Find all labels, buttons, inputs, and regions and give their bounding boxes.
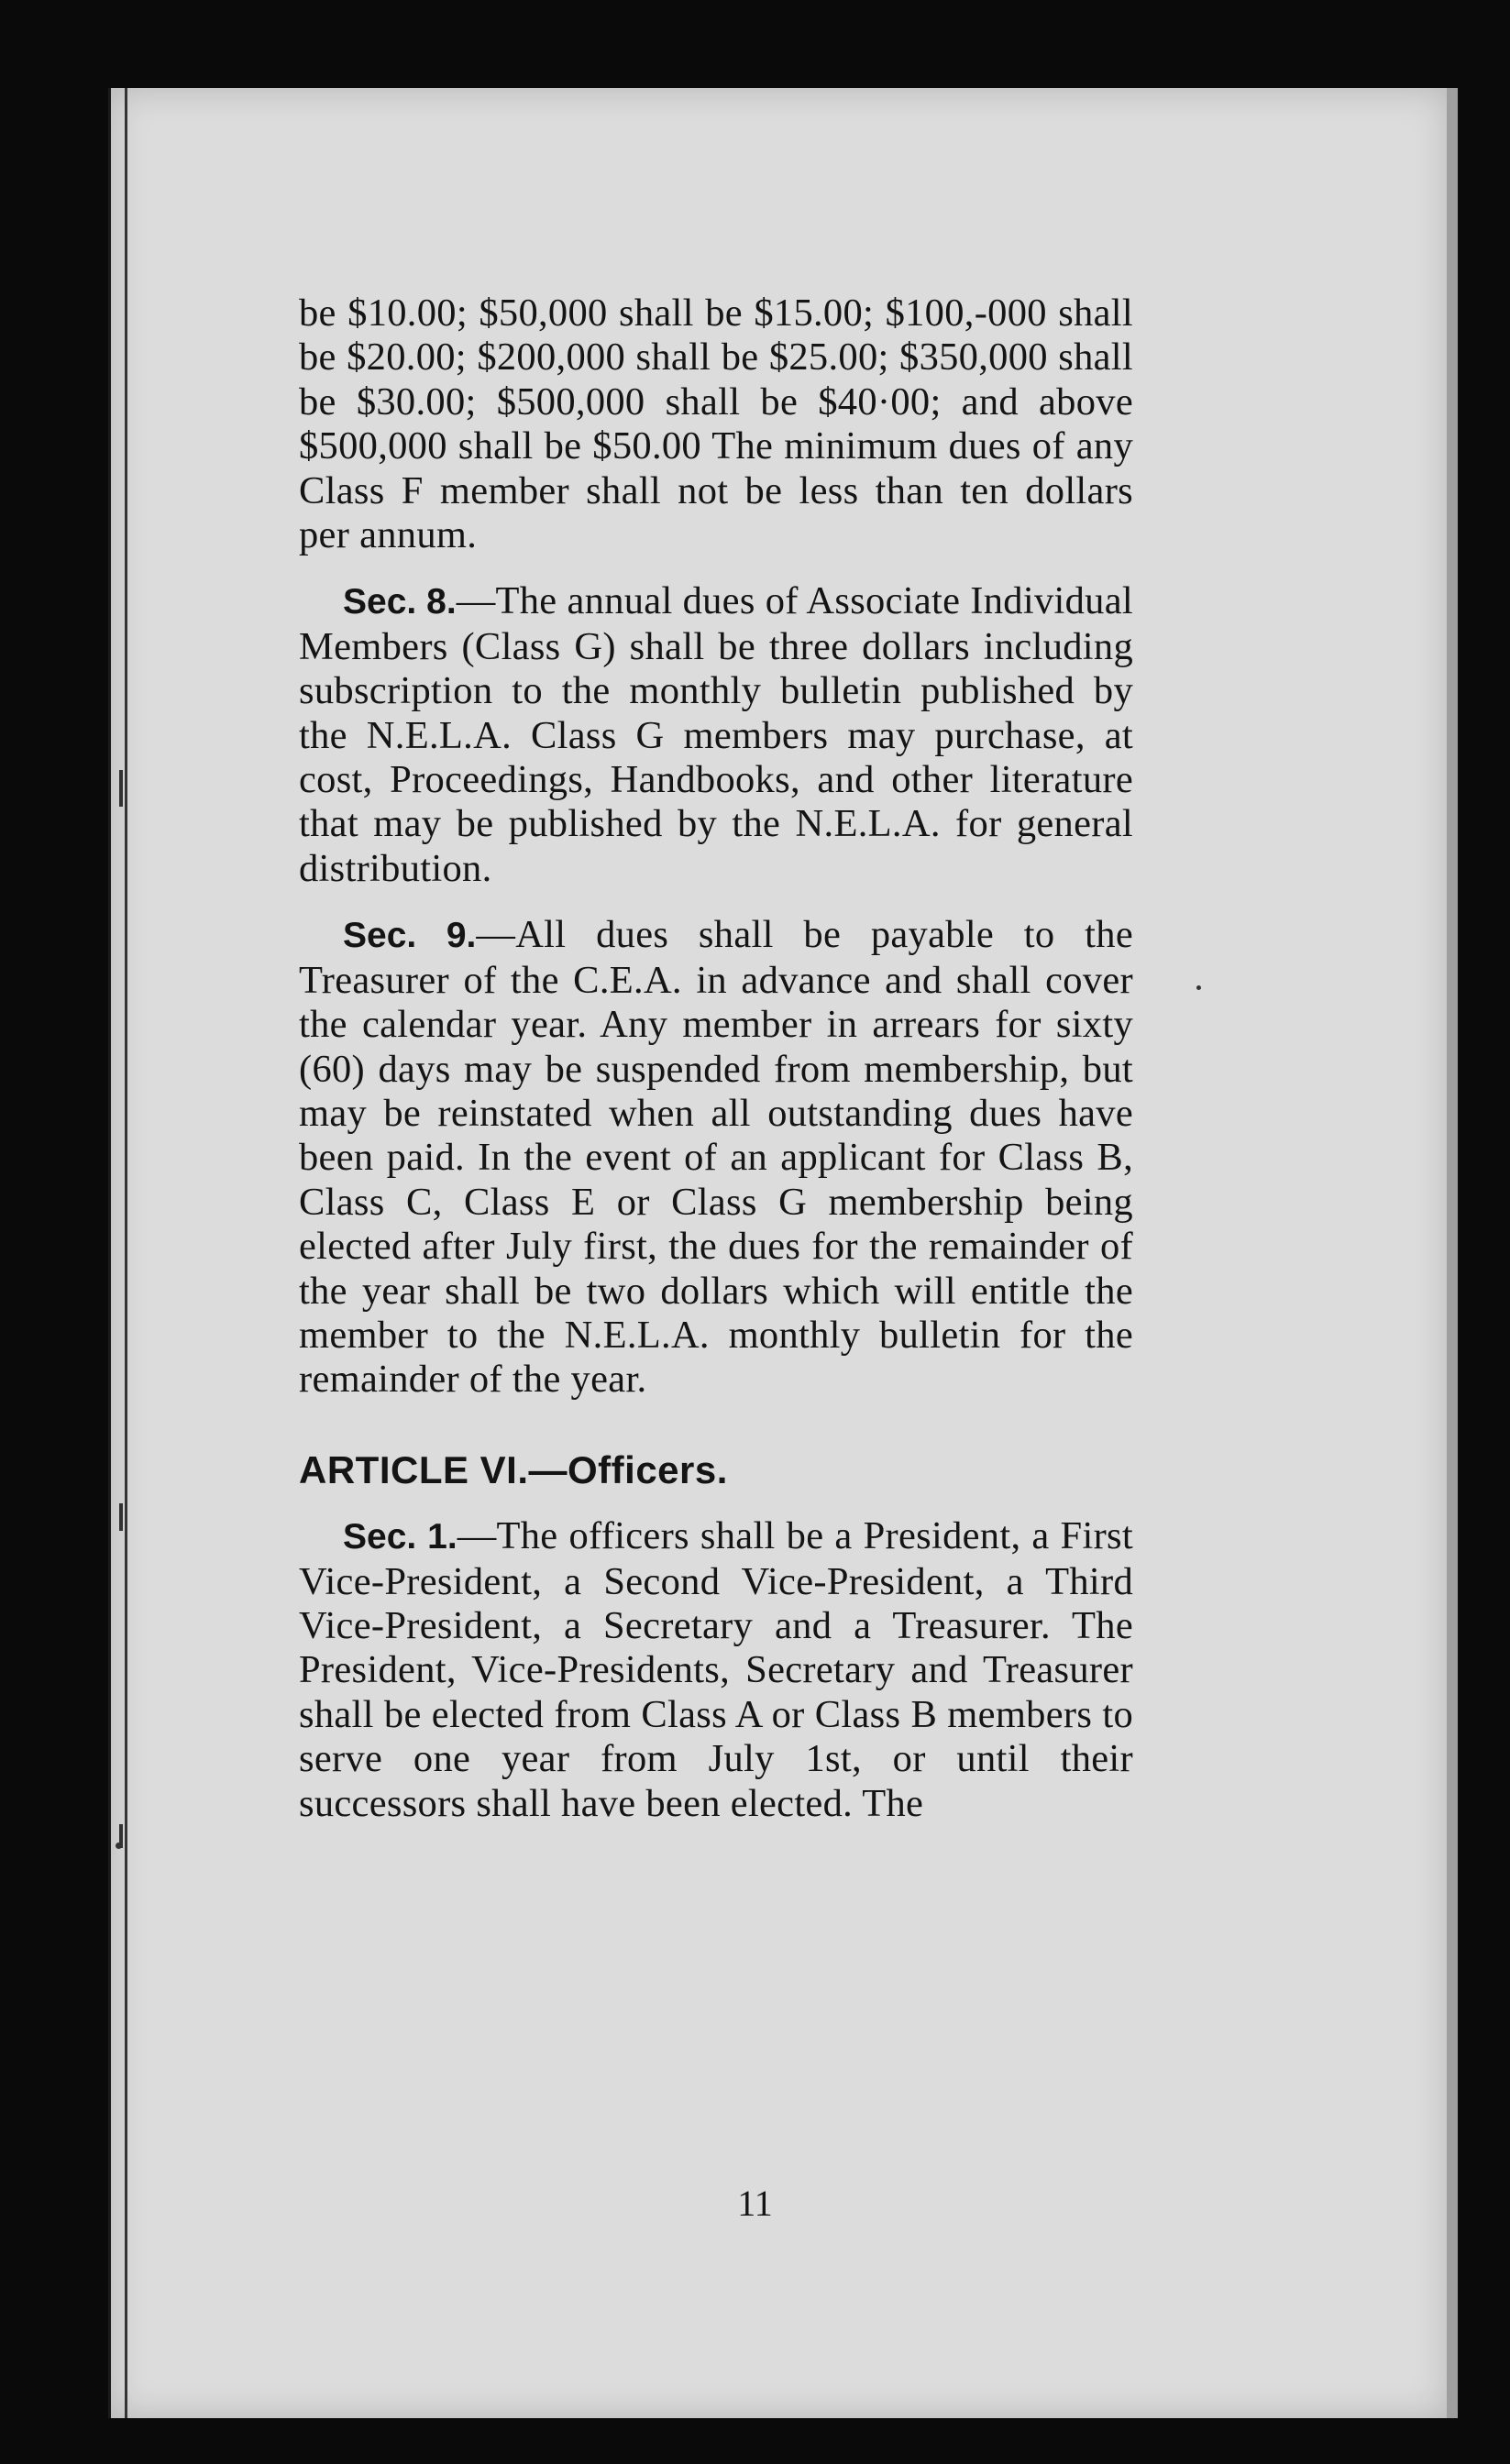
binding-edge-line bbox=[125, 88, 127, 2418]
section-label: Sec. 1. bbox=[343, 1517, 457, 1557]
paragraph-text: —The officers shall be a President, a First Vice-President, a Second Vice-President, a Third Vice-President, a Secretary and a Treasurer. The President, Vice-Presidents, Secretary and Treasurer shall be elected from Class A or Class B members to serve one year from July 1st, or until their successors shall have been elected. The bbox=[299, 1514, 1134, 1825]
section-label: Sec. 9. bbox=[343, 916, 477, 956]
page-number: 11 bbox=[737, 2183, 773, 2224]
paragraph-text: be $10.00; $50,000 shall be $15.00; $100,-000 shall be $20.00; $200,000 shall be $25.00; $350,000 shall be $30.00; $500,000 shall be $40·00; and above $500,000 shall be $50.00 The minimum dues of any Class F member shall not be less than ten dollars per annum. bbox=[299, 292, 1133, 557]
binding-mark bbox=[119, 1503, 123, 1531]
page-right-edge bbox=[1447, 88, 1458, 2418]
article-section-1-paragraph bbox=[299, 1514, 1133, 1826]
scan-speck bbox=[116, 1842, 122, 1849]
paragraph-text: —The annual dues of Associate Individual Members (Class G) shall be three dollars including subscription to the monthly bulletin published by the N.E.L.A. Class G members may purchase, at cost, Proceedings, Handbooks, and other literature that may be published by the N.E.L.A. for general distribution. bbox=[299, 579, 1133, 890]
section-label: Sec. 8. bbox=[343, 582, 457, 622]
scan-speck bbox=[1196, 985, 1201, 990]
section-8-paragraph bbox=[299, 579, 1133, 891]
section-9-paragraph bbox=[299, 913, 1133, 1402]
dues-paragraph bbox=[299, 292, 1133, 557]
article-heading: ARTICLE VI.—Officers. bbox=[299, 1447, 728, 1491]
body-text bbox=[299, 292, 1133, 1848]
paragraph-text: —All dues shall be payable to the Treasurer of the C.E.A. in advance and shall cover the calendar year. Any member in arrears for sixty (60) days may be suspended from membership, but may be reinstated when all outstanding dues have been paid. In the event of an applicant for Class B, Class C, Class E or Class G membership being elected after July first, the dues for the remainder of the year shall be two dollars which will entitle the member to the N.E.L.A. monthly bulletin for the remainder of the year. bbox=[299, 913, 1134, 1402]
binding-mark bbox=[119, 770, 123, 807]
